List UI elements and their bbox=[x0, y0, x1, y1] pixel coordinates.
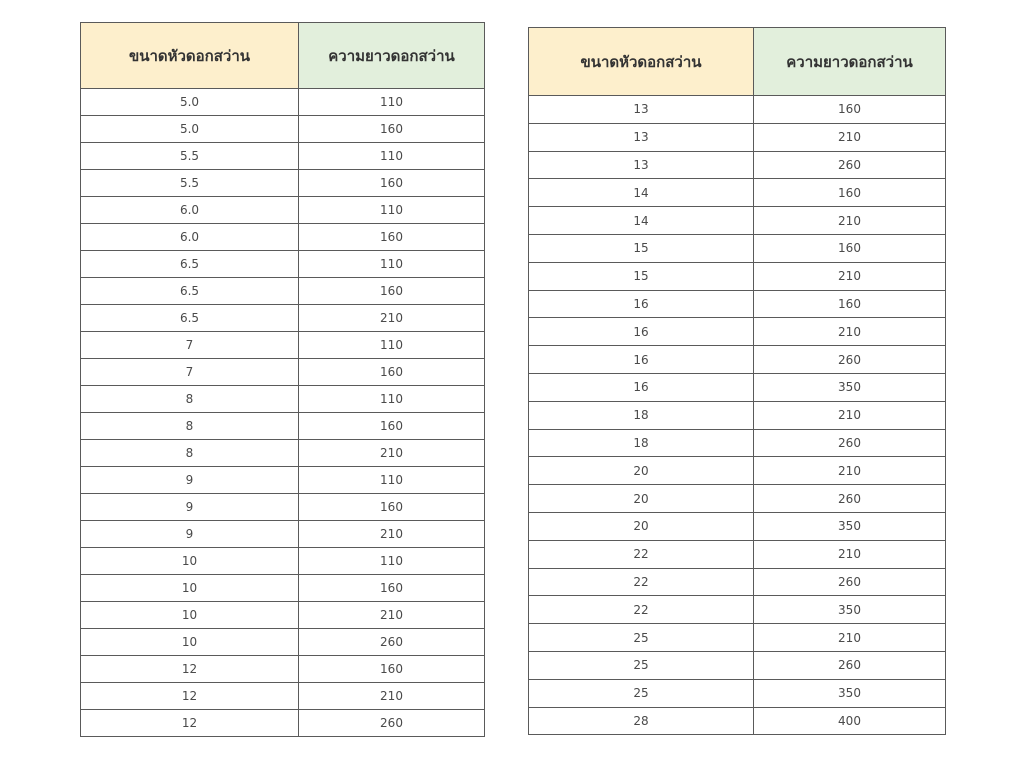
table-row bbox=[81, 629, 485, 656]
cell-bit-length: 160 bbox=[754, 290, 946, 318]
table-row bbox=[81, 494, 485, 521]
cell-bit-size: 14 bbox=[529, 179, 754, 207]
cell-bit-size: 25 bbox=[529, 679, 754, 707]
cell-bit-size: 15 bbox=[529, 234, 754, 262]
table-row bbox=[529, 234, 946, 262]
cell-bit-size: 13 bbox=[529, 151, 754, 179]
table-row bbox=[529, 512, 946, 540]
table-row bbox=[529, 373, 946, 401]
table-body bbox=[81, 89, 485, 737]
cell-bit-size: 15 bbox=[529, 262, 754, 290]
table-row bbox=[529, 540, 946, 568]
cell-bit-size: 7 bbox=[81, 359, 299, 386]
cell-bit-length: 160 bbox=[754, 234, 946, 262]
cell-bit-size: 22 bbox=[529, 596, 754, 624]
table-row bbox=[529, 457, 946, 485]
table-row bbox=[81, 386, 485, 413]
cell-bit-length: 210 bbox=[299, 440, 485, 467]
cell-bit-size: 16 bbox=[529, 290, 754, 318]
cell-bit-length: 260 bbox=[299, 629, 485, 656]
cell-bit-length: 400 bbox=[754, 707, 946, 735]
table-row bbox=[529, 485, 946, 513]
table-row bbox=[81, 413, 485, 440]
cell-bit-length: 160 bbox=[299, 359, 485, 386]
cell-bit-length: 210 bbox=[754, 318, 946, 346]
cell-bit-size: 7 bbox=[81, 332, 299, 359]
cell-bit-length: 110 bbox=[299, 548, 485, 575]
cell-bit-length: 260 bbox=[299, 710, 485, 737]
cell-bit-size: 16 bbox=[529, 346, 754, 374]
table-row bbox=[529, 96, 946, 124]
cell-bit-length: 260 bbox=[754, 485, 946, 513]
table-row bbox=[529, 707, 946, 735]
cell-bit-size: 20 bbox=[529, 457, 754, 485]
table-row bbox=[529, 568, 946, 596]
cell-bit-length: 110 bbox=[299, 143, 485, 170]
table-row bbox=[529, 679, 946, 707]
cell-bit-length: 350 bbox=[754, 373, 946, 401]
cell-bit-length: 160 bbox=[754, 96, 946, 124]
table-row bbox=[81, 683, 485, 710]
cell-bit-length: 210 bbox=[754, 123, 946, 151]
cell-bit-length: 160 bbox=[299, 494, 485, 521]
cell-bit-length: 350 bbox=[754, 679, 946, 707]
cell-bit-size: 10 bbox=[81, 575, 299, 602]
cell-bit-length: 350 bbox=[754, 512, 946, 540]
cell-bit-size: 12 bbox=[81, 683, 299, 710]
table-row bbox=[529, 429, 946, 457]
cell-bit-length: 260 bbox=[754, 151, 946, 179]
cell-bit-size: 18 bbox=[529, 429, 754, 457]
cell-bit-length: 160 bbox=[299, 575, 485, 602]
table-row bbox=[529, 346, 946, 374]
cell-bit-length: 160 bbox=[299, 278, 485, 305]
cell-bit-size: 5.0 bbox=[81, 89, 299, 116]
header-bit-size: ขนาดหัวดอกสว่าน bbox=[81, 23, 299, 89]
cell-bit-length: 210 bbox=[754, 540, 946, 568]
cell-bit-size: 16 bbox=[529, 318, 754, 346]
cell-bit-size: 13 bbox=[529, 96, 754, 124]
cell-bit-length: 110 bbox=[299, 89, 485, 116]
table-row bbox=[81, 656, 485, 683]
table-row bbox=[81, 116, 485, 143]
table-row bbox=[81, 548, 485, 575]
cell-bit-length: 260 bbox=[754, 568, 946, 596]
cell-bit-size: 12 bbox=[81, 710, 299, 737]
table-row bbox=[529, 290, 946, 318]
table-row bbox=[81, 89, 485, 116]
table-header-row bbox=[81, 23, 485, 89]
table-row bbox=[529, 207, 946, 235]
cell-bit-size: 6.5 bbox=[81, 305, 299, 332]
cell-bit-size: 25 bbox=[529, 651, 754, 679]
cell-bit-size: 18 bbox=[529, 401, 754, 429]
table-row bbox=[81, 602, 485, 629]
table-row bbox=[529, 318, 946, 346]
cell-bit-length: 160 bbox=[299, 413, 485, 440]
cell-bit-length: 210 bbox=[299, 521, 485, 548]
table-row bbox=[81, 467, 485, 494]
header-bit-length: ความยาวดอกสว่าน bbox=[299, 23, 485, 89]
cell-bit-size: 5.0 bbox=[81, 116, 299, 143]
cell-bit-size: 8 bbox=[81, 413, 299, 440]
cell-bit-size: 20 bbox=[529, 485, 754, 513]
table-row bbox=[529, 179, 946, 207]
table-row bbox=[529, 651, 946, 679]
cell-bit-length: 160 bbox=[299, 170, 485, 197]
cell-bit-length: 210 bbox=[299, 305, 485, 332]
table-row bbox=[81, 305, 485, 332]
cell-bit-length: 160 bbox=[299, 224, 485, 251]
cell-bit-size: 6.5 bbox=[81, 278, 299, 305]
cell-bit-length: 110 bbox=[299, 197, 485, 224]
cell-bit-size: 10 bbox=[81, 548, 299, 575]
table-row bbox=[81, 197, 485, 224]
table-row bbox=[529, 123, 946, 151]
cell-bit-length: 260 bbox=[754, 346, 946, 374]
table-row bbox=[81, 359, 485, 386]
cell-bit-size: 10 bbox=[81, 602, 299, 629]
cell-bit-size: 9 bbox=[81, 494, 299, 521]
cell-bit-length: 210 bbox=[754, 262, 946, 290]
header-bit-size: ขนาดหัวดอกสว่าน bbox=[529, 28, 754, 96]
cell-bit-length: 210 bbox=[299, 602, 485, 629]
table-row bbox=[81, 521, 485, 548]
cell-bit-size: 5.5 bbox=[81, 170, 299, 197]
table-header-row bbox=[529, 28, 946, 96]
cell-bit-length: 160 bbox=[299, 116, 485, 143]
drill-spec-table-right bbox=[528, 27, 946, 735]
cell-bit-length: 350 bbox=[754, 596, 946, 624]
table-row bbox=[81, 710, 485, 737]
cell-bit-size: 8 bbox=[81, 386, 299, 413]
table-row bbox=[529, 401, 946, 429]
cell-bit-length: 110 bbox=[299, 251, 485, 278]
header-bit-length: ความยาวดอกสว่าน bbox=[754, 28, 946, 96]
table-row bbox=[81, 170, 485, 197]
cell-bit-size: 6.5 bbox=[81, 251, 299, 278]
cell-bit-length: 210 bbox=[754, 207, 946, 235]
cell-bit-length: 110 bbox=[299, 467, 485, 494]
table-row bbox=[529, 624, 946, 652]
table-row bbox=[81, 440, 485, 467]
table-row bbox=[81, 143, 485, 170]
cell-bit-size: 25 bbox=[529, 624, 754, 652]
cell-bit-size: 14 bbox=[529, 207, 754, 235]
cell-bit-size: 10 bbox=[81, 629, 299, 656]
table-row bbox=[529, 151, 946, 179]
cell-bit-size: 5.5 bbox=[81, 143, 299, 170]
cell-bit-length: 210 bbox=[299, 683, 485, 710]
cell-bit-length: 260 bbox=[754, 429, 946, 457]
cell-bit-size: 9 bbox=[81, 521, 299, 548]
table-row bbox=[81, 332, 485, 359]
cell-bit-length: 110 bbox=[299, 332, 485, 359]
cell-bit-size: 20 bbox=[529, 512, 754, 540]
cell-bit-size: 13 bbox=[529, 123, 754, 151]
cell-bit-length: 160 bbox=[754, 179, 946, 207]
table-row bbox=[81, 575, 485, 602]
table-row bbox=[81, 251, 485, 278]
cell-bit-size: 12 bbox=[81, 656, 299, 683]
cell-bit-length: 210 bbox=[754, 457, 946, 485]
cell-bit-length: 110 bbox=[299, 386, 485, 413]
cell-bit-size: 6.0 bbox=[81, 197, 299, 224]
table-row bbox=[529, 596, 946, 624]
cell-bit-size: 28 bbox=[529, 707, 754, 735]
cell-bit-length: 210 bbox=[754, 624, 946, 652]
cell-bit-length: 210 bbox=[754, 401, 946, 429]
table-row bbox=[81, 278, 485, 305]
drill-spec-table-left bbox=[80, 22, 485, 737]
cell-bit-size: 9 bbox=[81, 467, 299, 494]
table-body bbox=[529, 96, 946, 735]
cell-bit-length: 260 bbox=[754, 651, 946, 679]
cell-bit-size: 22 bbox=[529, 568, 754, 596]
table-row bbox=[529, 262, 946, 290]
cell-bit-size: 6.0 bbox=[81, 224, 299, 251]
cell-bit-length: 160 bbox=[299, 656, 485, 683]
cell-bit-size: 16 bbox=[529, 373, 754, 401]
cell-bit-size: 22 bbox=[529, 540, 754, 568]
cell-bit-size: 8 bbox=[81, 440, 299, 467]
table-row bbox=[81, 224, 485, 251]
